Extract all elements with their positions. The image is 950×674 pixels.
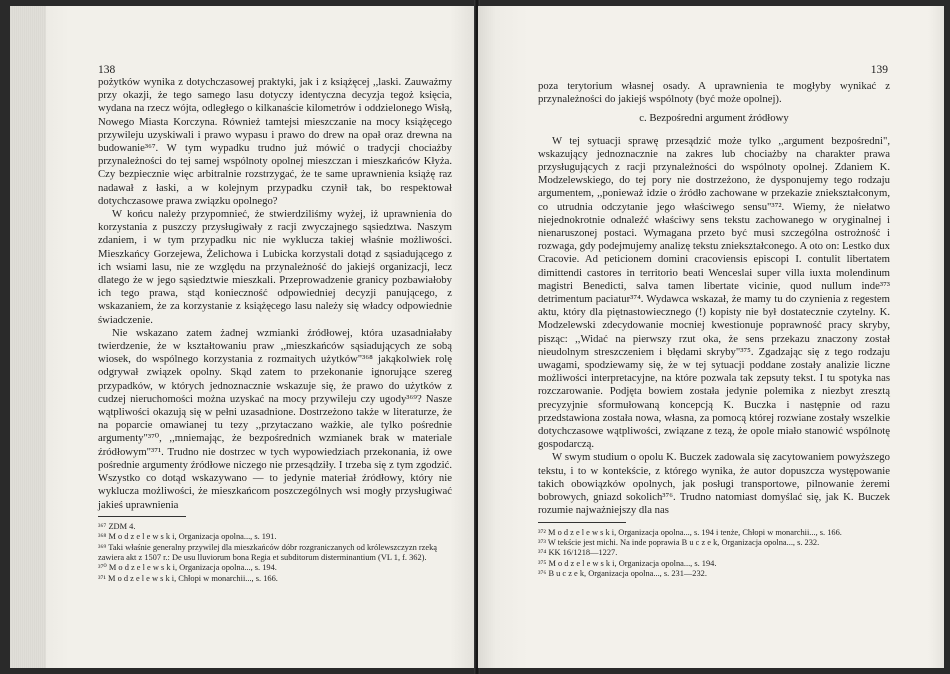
footnote: ³⁶⁷ ZDM 4. xyxy=(98,521,136,531)
paragraph: W końcu należy przypomnieć, że stwierdziliśmy wyżej, iż uprawnienia do korzystania z puszczy przysługiwały z racji zwyczajnego sąsiedztwa. Naszym zdaniem, i w tym przypadku nic nie wyklucza takiej właśnie możliwości. Mieszkańcy Gorzejewa, Żelichowa i Lubicka korzystali dotąd z sąsiadującego z ich wsiami lasu, nie ze względu na przynależność do jakiejś organizacji, lecz dlatego że w jego sąsiedztwie mieszkali. Przeprowadzenie granicy pozbawiałoby ich tego prawa, stąd konieczność odpowiedniej decyzji panującego, z wskazaniem, że za korzystanie z książęcego lasu należy się władcy odpowiednie świadczenie. xyxy=(98,208,452,326)
footnote: ³⁶⁸ M o d z e l e w s k i, Organizacja opolna..., s. 191. xyxy=(98,532,277,542)
footnote: ³⁷³ W tekście jest michi. Na inde poprawia B u c z e k, Organizacja opolna..., s. 232. xyxy=(538,537,820,547)
left-page xyxy=(10,6,476,668)
footnote: ³⁷⁶ B u c z e k, Organizacja opolna..., s. 231—232. xyxy=(538,569,707,579)
right-page xyxy=(478,6,944,668)
section-heading: c. Bezpośredni argument źródłowy xyxy=(639,112,789,125)
paragraph: pożytków wynika z dotychczasowej praktyki, jak i z książęcej ,,laski. Zauważmy przy okazji, że tego samego lasu dotyczy identyczna decyzja tegoż księcia, wydana na rzecz wójta, odległego o kilkanaście kilometrów i oddzielonego Wisłą, Nowego Miasta Korczyna. Również tamtejsi mieszczanie na mocy książęcego przywileju uzyskiwali i prawo wypasu i prawo do drew na opał oraz drewna na budowanie³⁶⁷. W tym wypadku trudno już mówić o tradycji chociażby przynależności do tej samej wspólnoty opolnej mieszczan i mieszkańców Kłyża. Czy bezpiecznie więc arbitralnie rozstrzygać, że te same uprawnienia książę raz nadawał z łaski, a w kolejnym przypadku czynił tak, bo respektował dotychczasowe prawa związku opolnego? xyxy=(98,76,452,207)
footnotes xyxy=(98,522,452,584)
footnote-rule xyxy=(98,516,186,517)
paragraph: poza terytorium własnej osady. A uprawnienia te mogłyby wynikać z przynależności do jakiejś wspólnoty (być może opolnej). xyxy=(538,80,890,106)
footnote: ³⁷⁵ M o d z e l e w s k i, Organizacja opolna..., s. 194. xyxy=(538,558,717,568)
footnote: ³⁷¹ M o d z e l e w s k i, Chłopi w monarchii..., s. 166. xyxy=(98,573,278,583)
footnote: ³⁷² M o d z e l e w s k i, Organizacja opolna..., s. 194 i tenże, Chłopi w monarchii..., s. 166. xyxy=(538,527,842,537)
page-edges xyxy=(10,6,46,668)
footnote: ³⁶⁹ Taki właśnie generalny przywilej dla mieszkańców dóbr rozgraniczanych od królewszczyzn rzeką zawiera akt z 1507 r.: De usu lluviorum bona Regia et subditorum disterminantium (VL 1, f. 362). xyxy=(98,542,437,562)
right-body-text xyxy=(538,80,890,580)
footnote-rule xyxy=(538,522,626,523)
paragraph: W swym studium o opolu K. Buczek zadowala się zacytowaniem powyższego tekstu, i to w kontekście, z którego wynika, że autor dopuszcza występowanie takich obowiązków opolnych, jak posługi transportowe, pilnowanie żeremi bobrowych, gniazd sokolich³⁷⁶. Trudno natomiast domyślać się, jak K. Buczek rozumie najważniejszy dla nas xyxy=(538,451,890,517)
footnote: ³⁷⁴ KK 16/1218—1227. xyxy=(538,548,618,558)
footnote: ³⁷⁰ M o d z e l e w s k i, Organizacja opolna..., s. 194. xyxy=(98,563,277,573)
paragraph: Nie wskazano zatem żadnej wzmianki źródłowej, która uzasadniałaby twierdzenie, że w kształtowaniu praw ,,mieszkańców sąsiadujących ze sobą wiosek, do wspólnego korzystania z rozmaitych użytków"³⁶⁸ jakąkolwiek rolę odgrywał związek opolny. Skąd zatem to przekonanie ignorujące szereg przypadków, w których jednoznacznie wskazuje się, że prawo do użytków z cudzej nieruchomości można uzyskać na mocy przywileju czy ugody³⁶⁹? Nasze wątpliwości okazują się w pełni uzasadnione. Dostrzeżono także w literaturze, że na poparcie omawianej tu tezy ,,przytaczano ważkie, ale tylko pośrednie argumenty"³⁷⁰, ,,mniemając, że bezpośrednich wzmianek brak w materiale źródłowym"³⁷¹. Trudno nie dostrzec w tych wypowiedziach przekonania, iż owe pośrednie argumenty źródłowe niczego nie przesądziły. I trzeba się z tym zgodzić. Wszystko co dotąd wskazywano — to jedynie materiał źródłowy, który nie wyklucza możliwości, że mieszkańcom poszczególnych wsi mogły przysługiwać jakieś uprawnienia xyxy=(98,326,452,511)
footnotes xyxy=(538,528,890,580)
paragraph: W tej sytuacji sprawę przesądzić może tylko ,,argument bezpośredni", wskazujący jednoznacznie na zakres lub chociażby na charakter prawa przysługujących z racji przynależności do wspólnoty opolnej. Zdaniem K. Modzelewskiego, do tej pory nie dostrzeżono, że dysponujemy tego rodzaju argumentem, ,,ponieważ idzie o źródło zachowane w przekazie zniekształconym, co utrudnia odczytanie jego właściwego sensu"³⁷². Wiemy, że niełatwo niejednokrotnie odnaleźć właściwy sens tekstu zachowanego w oryginalnej i nienaruszonej postaci. Wymagana przeto być musi szczególna ostrożność i rozwaga, gdy podejmujemy analizę tekstu zniekształconego. A oto on: Lestko dux Cracovie. Ad peticionem domini cracoviensis episcopi I. contulit libertatem dimittendi castores in territorio beati Wenceslai super villa iuxta molendinum magistri Benedicti, salva tamen libertate vicinie, quod nullum inde³⁷³ detrimentum paciatur³⁷⁴. Wydawca wskazał, że mamy tu do czynienia z regestem aktu, który dla piętnastowiecznego (!) kopisty nie był dostatecznie czytelny. K. Modzelewski zdecydowanie mocniej kwestionuje poprawność pracy skryby, pisząc: ,,Widać na pierwszy rzut oka, że sens przekazu znaczony został nieudolnym streszczeniem i błędami skryby"³⁷⁵. Zgadzając się z tego rodzaju uwagami, spodziewamy się, że w tej sytuacji poddane zostały analizie liczne możliwości interpretacyjne, na które pozwala tak zepsuty tekst. I tu spotyka nas rozczarowanie. Podjęta bowiem została jedynie polemika z niezbyt zresztą precyzyjnie sformułowaną koncepcją K. Buczka i następnie od razu przedstawiona została nowa, własna, za pomocą której rozwiane zostały wszelkie dotychczasowe wątpliwości, związane z tezą, że opole miało stanowić wspólnotę gospodarczą. xyxy=(538,134,890,451)
page-number: 139 xyxy=(870,64,888,76)
left-body-text xyxy=(98,76,452,584)
page-number: 138 xyxy=(98,64,116,76)
